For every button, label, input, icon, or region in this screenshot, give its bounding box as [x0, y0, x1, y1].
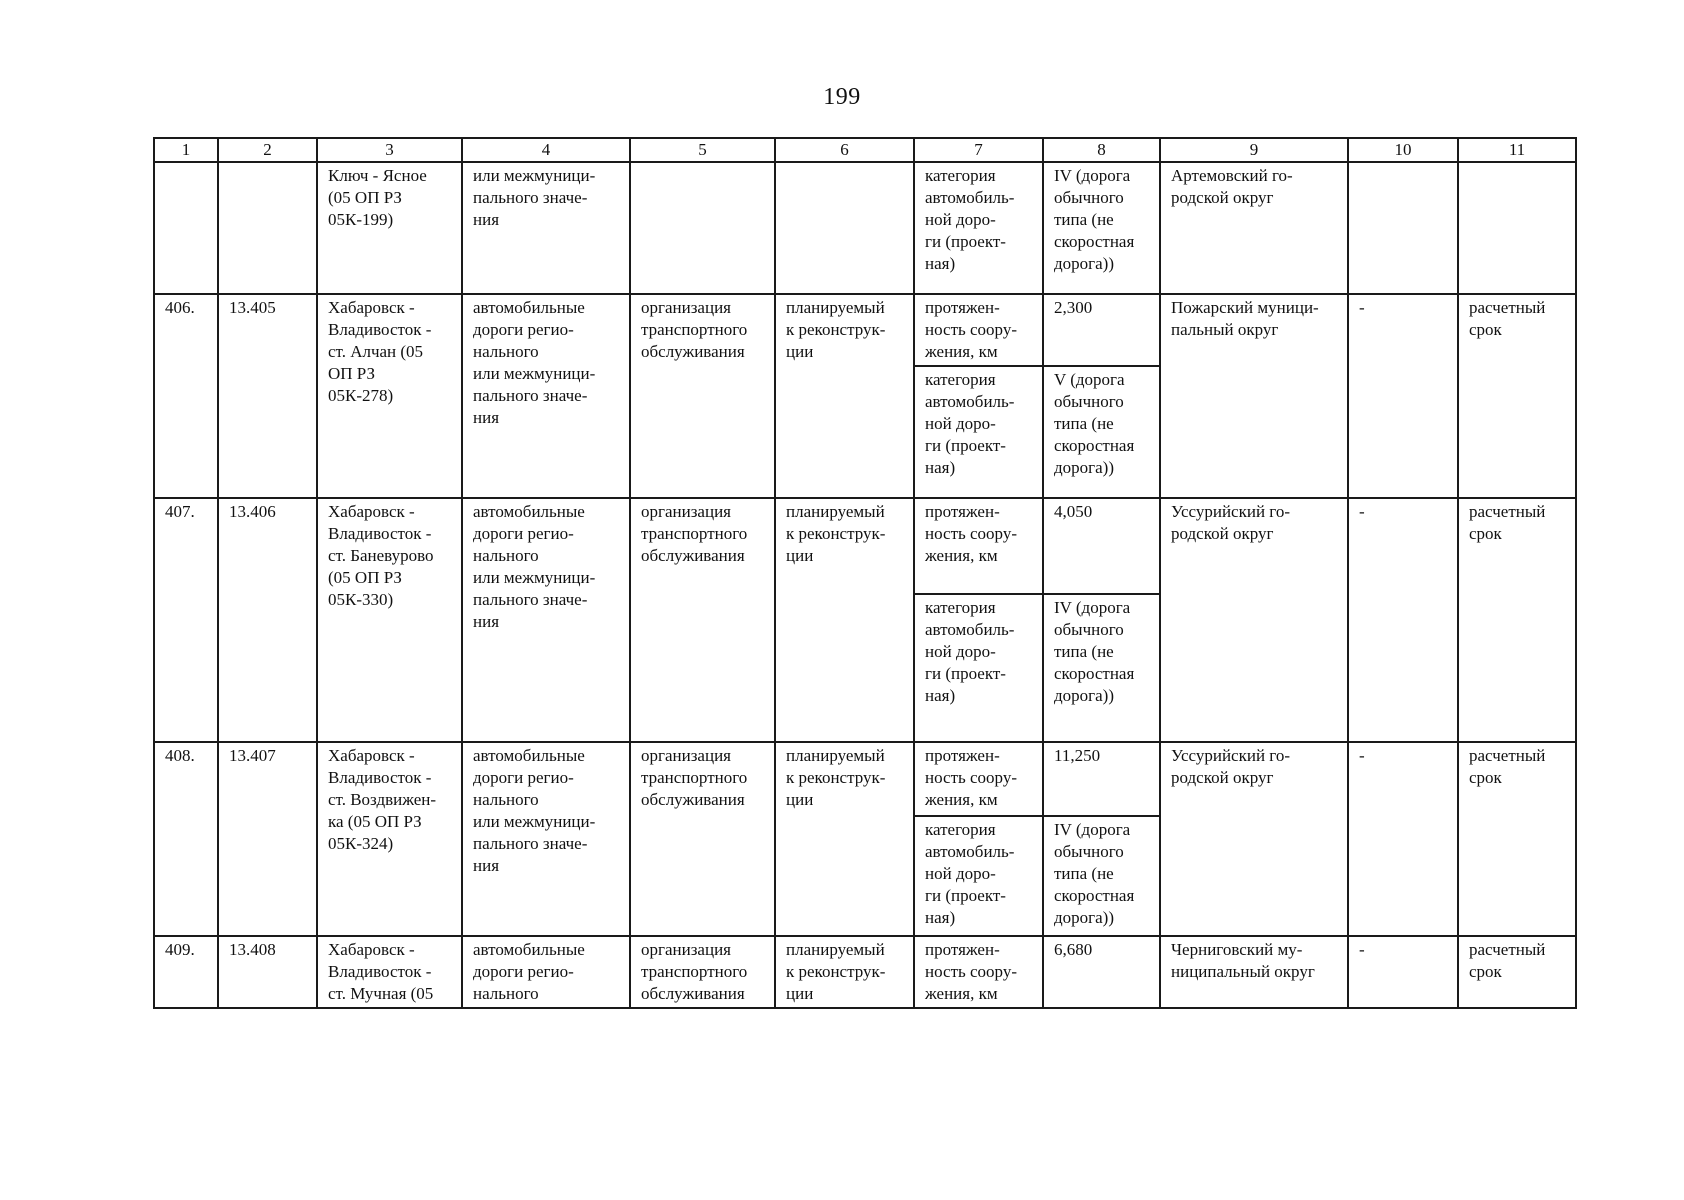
object-code-cell: 13.405 [218, 294, 317, 498]
column-number: 11 [1458, 138, 1576, 162]
parameter-value-cell: IV (дорога обычного типа (не скоростная дорога)) [1043, 162, 1160, 294]
status-cell: планируемый к реконструк- ции [775, 498, 914, 742]
zone-cell: - [1348, 936, 1458, 1008]
parameter-cell: протяжен- ность соору- жения, км [914, 742, 1043, 816]
parameter-value-cell: V (дорога обычного типа (не скоростная дорога)) [1043, 366, 1160, 498]
parameter-value-cell: 4,050 [1043, 498, 1160, 594]
row-number-cell: 407. [154, 498, 218, 742]
purpose-cell: организация транспортного обслуживания [630, 936, 775, 1008]
column-number: 9 [1160, 138, 1348, 162]
parameter-cell: протяжен- ность соору- жения, км [914, 294, 1043, 366]
location-cell: Уссурийский го- родской округ [1160, 742, 1348, 936]
parameter-cell: категория автомобиль- ной доро- ги (проект- ная) [914, 162, 1043, 294]
object-code-cell: 13.407 [218, 742, 317, 936]
location-cell: Уссурийский го- родской округ [1160, 498, 1348, 742]
object-name-cell: Ключ - Ясное (05 ОП РЗ 05К-199) [317, 162, 462, 294]
page-number: 199 [823, 84, 861, 110]
object-code-cell: 13.408 [218, 936, 317, 1008]
document-table [153, 137, 1577, 1009]
status-cell: планируемый к реконструк- ции [775, 294, 914, 498]
purpose-cell [630, 162, 775, 294]
zone-cell: - [1348, 742, 1458, 936]
parameter-value-cell: 6,680 [1043, 936, 1160, 1008]
purpose-cell: организация транспортного обслуживания [630, 294, 775, 498]
zone-cell [1348, 162, 1458, 294]
location-cell: Пожарский муници- пальный округ [1160, 294, 1348, 498]
column-number-row [154, 138, 1576, 162]
object-code-cell: 13.406 [218, 498, 317, 742]
parameter-cell: протяжен- ность соору- жения, км [914, 498, 1043, 594]
parameter-value-cell: 2,300 [1043, 294, 1160, 366]
table-row [154, 936, 1576, 1008]
object-type-cell: автомобильные дороги регио- нального или межмуници- пального значе- ния [462, 498, 630, 742]
location-cell: Артемовский го- родской округ [1160, 162, 1348, 294]
object-name-cell: Хабаровск - Владивосток - ст. Мучная (05 [317, 936, 462, 1008]
purpose-cell: организация транспортного обслуживания [630, 498, 775, 742]
column-number: 5 [630, 138, 775, 162]
status-cell: планируемый к реконструк- ции [775, 742, 914, 936]
row-number-cell: 408. [154, 742, 218, 936]
status-cell [775, 162, 914, 294]
object-type-cell: автомобильные дороги регио- нального или межмуници- пального значе- ния [462, 294, 630, 498]
object-type-cell: автомобильные дороги регио- нального или межмуници- пального значе- ния [462, 742, 630, 936]
column-number: 3 [317, 138, 462, 162]
column-number: 2 [218, 138, 317, 162]
column-number: 8 [1043, 138, 1160, 162]
row-number-cell: 406. [154, 294, 218, 498]
object-code-cell [218, 162, 317, 294]
location-cell: Черниговский му- ниципальный округ [1160, 936, 1348, 1008]
status-cell: планируемый к реконструк- ции [775, 936, 914, 1008]
term-cell: расчетный срок [1458, 742, 1576, 936]
object-type-cell: или межмуници- пального значе- ния [462, 162, 630, 294]
zone-cell: - [1348, 498, 1458, 742]
object-name-cell: Хабаровск - Владивосток - ст. Алчан (05 ОП РЗ 05К-278) [317, 294, 462, 498]
term-cell: расчетный срок [1458, 294, 1576, 498]
table-row [154, 162, 1576, 294]
column-number: 6 [775, 138, 914, 162]
term-cell: расчетный срок [1458, 498, 1576, 742]
row-number-cell: 409. [154, 936, 218, 1008]
zone-cell: - [1348, 294, 1458, 498]
object-name-cell: Хабаровск - Владивосток - ст. Баневурово (05 ОП РЗ 05К-330) [317, 498, 462, 742]
parameter-value-cell: 11,250 [1043, 742, 1160, 816]
column-number: 1 [154, 138, 218, 162]
table-row [154, 294, 1576, 366]
parameter-cell: категория автомобиль- ной доро- ги (проект- ная) [914, 366, 1043, 498]
column-number: 10 [1348, 138, 1458, 162]
column-number: 4 [462, 138, 630, 162]
parameter-cell: категория автомобиль- ной доро- ги (проект- ная) [914, 816, 1043, 936]
column-number: 7 [914, 138, 1043, 162]
row-number-cell [154, 162, 218, 294]
parameter-cell: категория автомобиль- ной доро- ги (проект- ная) [914, 594, 1043, 742]
parameter-cell: протяжен- ность соору- жения, км [914, 936, 1043, 1008]
purpose-cell: организация транспортного обслуживания [630, 742, 775, 936]
term-cell: расчетный срок [1458, 936, 1576, 1008]
object-type-cell: автомобильные дороги регио- нального [462, 936, 630, 1008]
table-row [154, 498, 1576, 594]
term-cell [1458, 162, 1576, 294]
object-name-cell: Хабаровск - Владивосток - ст. Воздвижен- ка (05 ОП РЗ 05К-324) [317, 742, 462, 936]
parameter-value-cell: IV (дорога обычного типа (не скоростная дорога)) [1043, 816, 1160, 936]
parameter-value-cell: IV (дорога обычного типа (не скоростная дорога)) [1043, 594, 1160, 742]
table-row [154, 742, 1576, 816]
